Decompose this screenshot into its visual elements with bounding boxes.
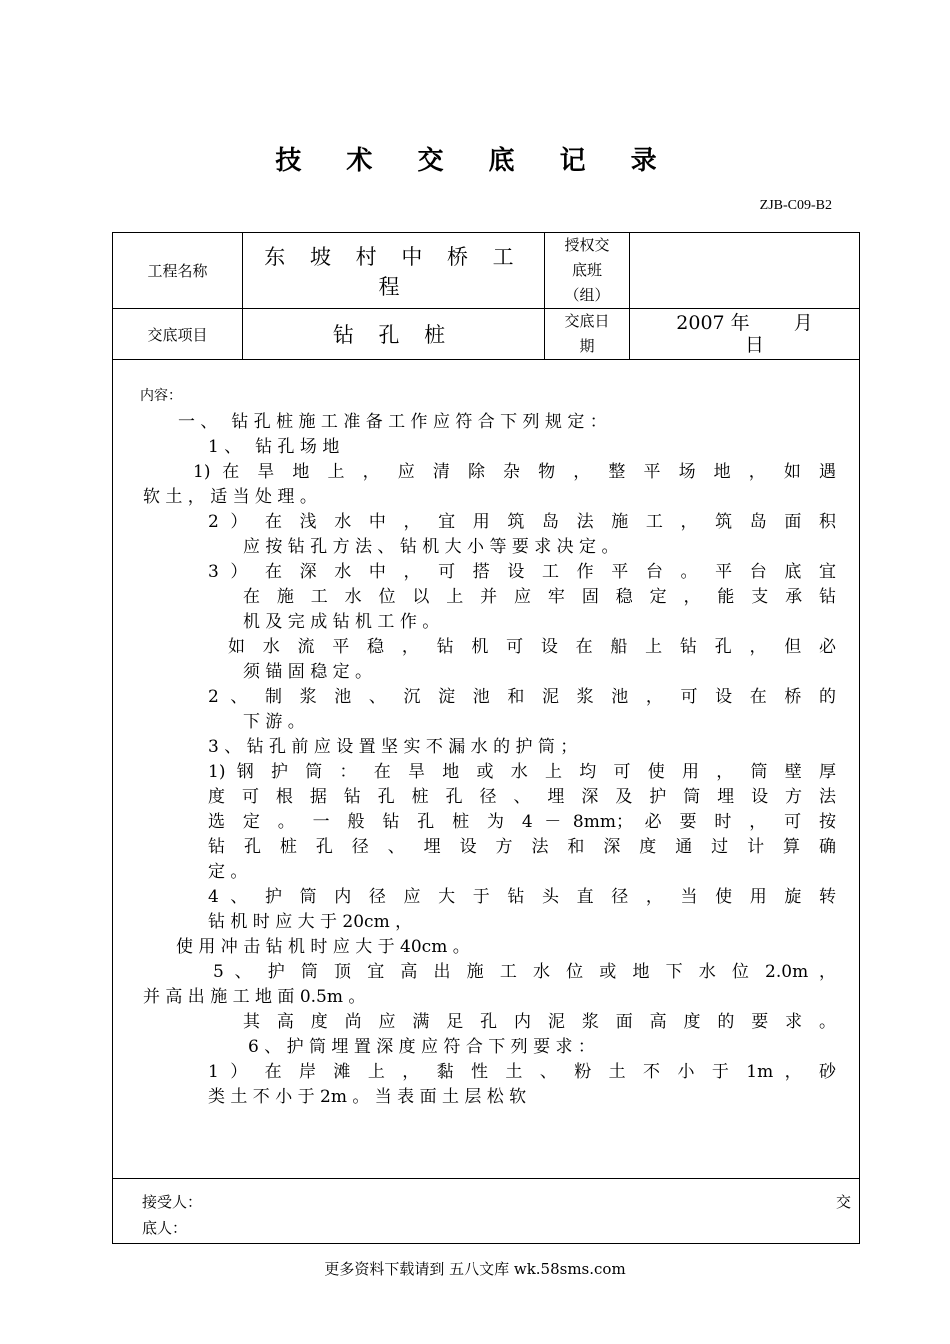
content-line: 4 、 护 筒 内 径 应 大 于 钻 头 直 径 ， 当 使 用 旋 转 [208,887,836,907]
form-code: ZJB-C09-B2 [759,198,832,213]
auth-team-value [630,233,859,308]
content-label: 内容： [140,388,182,404]
content-line: 定 。 [208,862,248,882]
content-line: 如 水 流 平 稳 ， 钻 机 可 设 在 船 上 钻 孔 ， 但 必 [228,637,836,657]
auth-label-line2: 底班 [571,261,602,279]
content-line: 类 土 不 小 于 2m 。 当 表 面 土 层 松 软 [208,1087,527,1107]
content-line: 下 游 。 [243,712,305,732]
project-name-value: 东 坡 村 中 桥 工 程 [264,244,523,299]
content-line: 度 可 根 据 钻 孔 桩 孔 径 、 埋 深 及 护 筒 埋 设 方 法 [208,787,836,807]
content-line: 2 ） 在 浅 水 中 ， 宜 用 筑 岛 法 施 工 ， 筑 岛 面 积 [208,512,836,532]
item-label: 交底项目 [147,325,208,344]
project-name-label: 工程名称 [147,262,208,280]
receiver-label: 接受人： [142,1193,203,1211]
content-line: 2 、 制 浆 池 、 沉 淀 池 和 泥 浆 池 ， 可 设 在 桥 的 [208,687,836,707]
item-value: 钻 孔 桩 [332,323,455,347]
page-title: 技 术 交 底 记 录 [275,146,675,176]
content-line: 1 ） 在 岸 滩 上 ， 黏 性 土 、 粉 土 不 小 于 1m ， 砂 [208,1062,836,1082]
date-value-line1: 2007 年 月 [676,312,813,334]
content-line: 一 、 钻 孔 桩 施 工 准 备 工 作 应 符 合 下 列 规 定 ： [178,412,607,432]
download-note[interactable]: 更多资料下载请到 五八文库 wk.58sms.com [324,1260,626,1278]
content-line: 3 ） 在 深 水 中 ， 可 搭 设 工 作 平 台 。 平 台 底 宜 [208,562,836,582]
auth-team-label [545,233,629,308]
content-line: 须 锚 固 稳 定 。 [243,662,373,682]
date-label-line1: 交底日 [564,312,610,330]
content-line: 并 高 出 施 工 地 面 0.5m 。 [143,987,366,1007]
row-divider [113,359,859,360]
record-table [112,232,860,1244]
date-label [545,309,629,359]
auth-label-line3: （组） [564,286,610,304]
receiver-label-cont: 底人： [142,1219,188,1237]
content-line: 1) 钢 护 筒 ： 在 旱 地 或 水 上 均 可 使 用 ， 筒 壁 厚 [208,762,836,782]
content-line: 在 施 工 水 位 以 上 并 应 牢 固 稳 定 ， 能 支 承 钻 [243,587,836,607]
content-line: 使 用 冲 击 钻 机 时 应 大 于 40cm 。 [176,937,470,957]
date-value-line2: 日 [744,334,764,356]
content-line: 1) 在 旱 地 上 ， 应 清 除 杂 物 ， 整 平 场 地 ， 如 遇 [193,462,836,482]
date-label-line2: 期 [579,337,595,355]
content-line: 软 土 ， 适 当 处 理 。 [143,487,317,507]
content-line: 选 定 。 一 般 钻 孔 桩 为 4 － 8mm； 必 要 时 ， 可 按 [208,812,836,832]
content-line: 机 及 完 成 钻 机 工 作 。 [243,612,440,632]
date-value [630,309,859,359]
row-divider [113,1178,859,1179]
content-line: 应 按 钻 孔 方 法 、 钻 机 大 小 等 要 求 决 定 。 [243,537,619,557]
content-line: 6 、 护 筒 埋 置 深 度 应 符 合 下 列 要 求 ： [248,1037,595,1057]
content-line: 钻 机 时 应 大 于 20cm ， [208,912,413,932]
content-line: 其 高 度 尚 应 满 足 孔 内 泥 浆 面 高 度 的 要 求 。 [243,1012,836,1032]
content-line: 钻 孔 桩 孔 径 、 埋 设 方 法 和 深 度 通 过 计 算 确 [208,837,836,857]
content-line: 5 、 护 筒 顶 宜 高 出 施 工 水 位 或 地 下 水 位 2.0m ， [213,962,836,982]
handover-label: 交 [835,1193,851,1211]
content-line: 3 、 钻 孔 前 应 设 置 坚 实 不 漏 水 的 护 筒 ； [208,737,578,757]
content-line: 1 、 钻 孔 场 地 [208,437,340,457]
auth-label-line1: 授权交 [564,236,610,254]
